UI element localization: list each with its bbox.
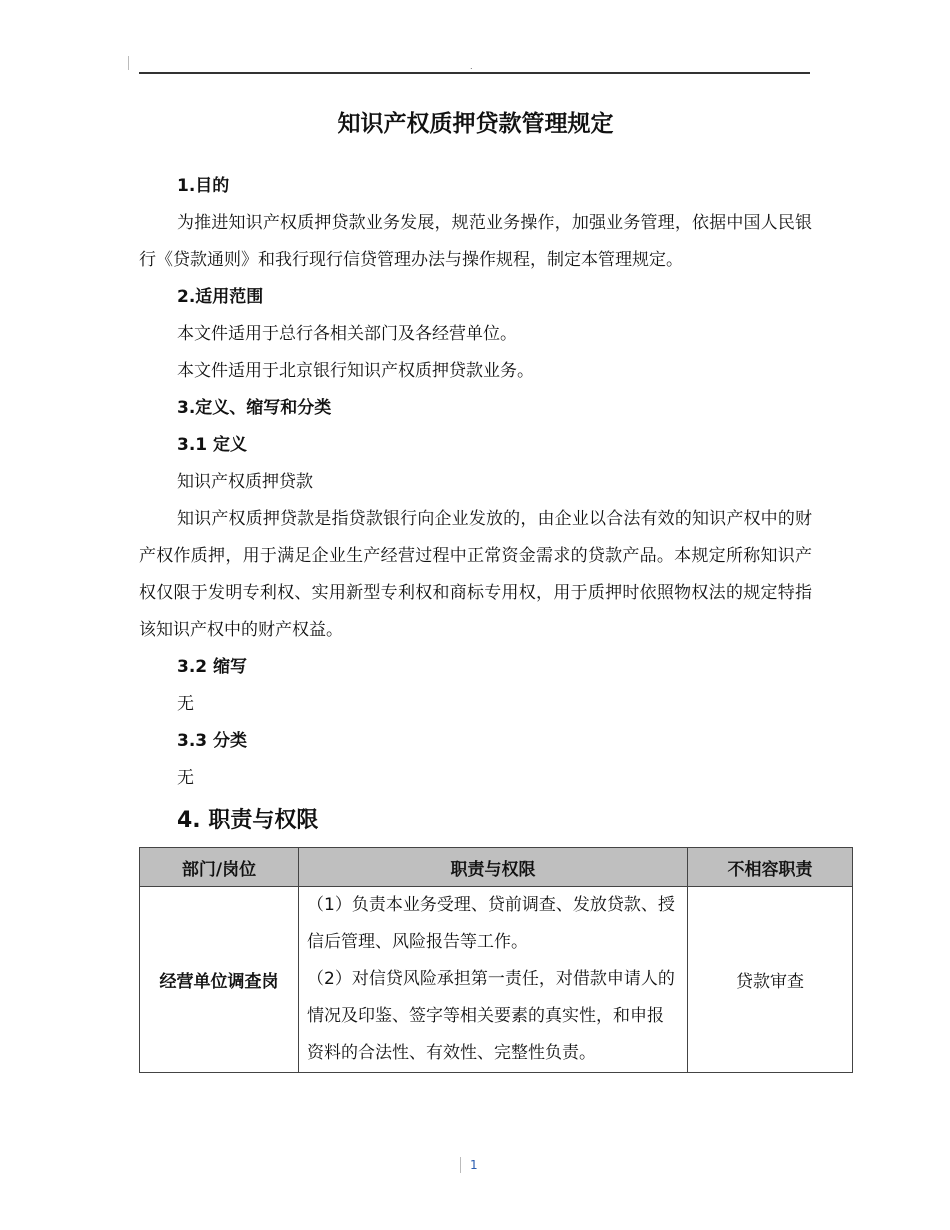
table-header-incompatible: 不相容职责 xyxy=(688,848,853,887)
section-2-line-2: 本文件适用于北京银行知识产权质押贷款业务。 xyxy=(177,361,534,381)
section-3-3-heading: 3.3 分类 xyxy=(177,731,248,751)
section-3-2-body: 无 xyxy=(177,694,194,714)
section-3-1-term: 知识产权质押贷款 xyxy=(177,472,313,492)
page-number: 1 xyxy=(470,1158,478,1172)
table-cell-duties xyxy=(299,887,688,1073)
table-cell-incompatible: 贷款审查 xyxy=(688,887,853,1073)
section-2-line-1: 本文件适用于总行各相关部门及各经营单位。 xyxy=(177,324,517,344)
section-2-heading: 2.适用范围 xyxy=(177,287,264,307)
responsibility-table xyxy=(139,847,853,1073)
document-page xyxy=(139,100,812,1073)
document-title: 知识产权质押贷款管理规定 xyxy=(337,111,614,137)
table-cell-dept: 经营单位调查岗 xyxy=(140,887,299,1073)
section-4-heading: 4. 职责与权限 xyxy=(177,808,319,833)
table-header-duties: 职责与权限 xyxy=(299,848,688,887)
section-1-heading: 1.目的 xyxy=(177,176,230,196)
section-3-2-heading: 3.2 缩写 xyxy=(177,657,248,677)
duty-item-1: （1）负责本业务受理、贷前调查、发放贷款、授信后管理、风险报告等工作。 xyxy=(307,895,675,952)
section-3-3-body: 无 xyxy=(177,768,194,788)
footer-margin-mark xyxy=(460,1157,461,1173)
header-margin-mark xyxy=(128,56,129,70)
header-dot: . xyxy=(470,62,473,71)
table-header-dept: 部门/岗位 xyxy=(140,848,299,887)
header-rule xyxy=(139,72,810,74)
section-3-heading: 3.定义、缩写和分类 xyxy=(177,398,332,418)
section-3-1-heading: 3.1 定义 xyxy=(177,435,248,455)
section-3-1-body: 知识产权质押贷款是指贷款银行向企业发放的，由企业以合法有效的知识产权中的财产权作质押，用于满足企业生产经营过程中正常资金需求的贷款产品。本规定所称知识产权仅限于发明专利权、实用新型专利权和商标专用权，用于质押时依照物权法的规定特指该知识产权中的财产权益。 xyxy=(139,509,812,640)
section-1-body: 为推进知识产权质押贷款业务发展，规范业务操作，加强业务管理，依据中国人民银行《贷款通则》和我行现行信贷管理办法与操作规程，制定本管理规定。 xyxy=(139,213,812,270)
table-header-row xyxy=(140,848,853,887)
table-row xyxy=(140,887,853,1073)
duty-item-2: （2）对信贷风险承担第一责任，对借款申请人的情况及印鉴、签字等相关要素的真实性，和申报资料的合法性、有效性、完整性负责。 xyxy=(307,969,675,1063)
